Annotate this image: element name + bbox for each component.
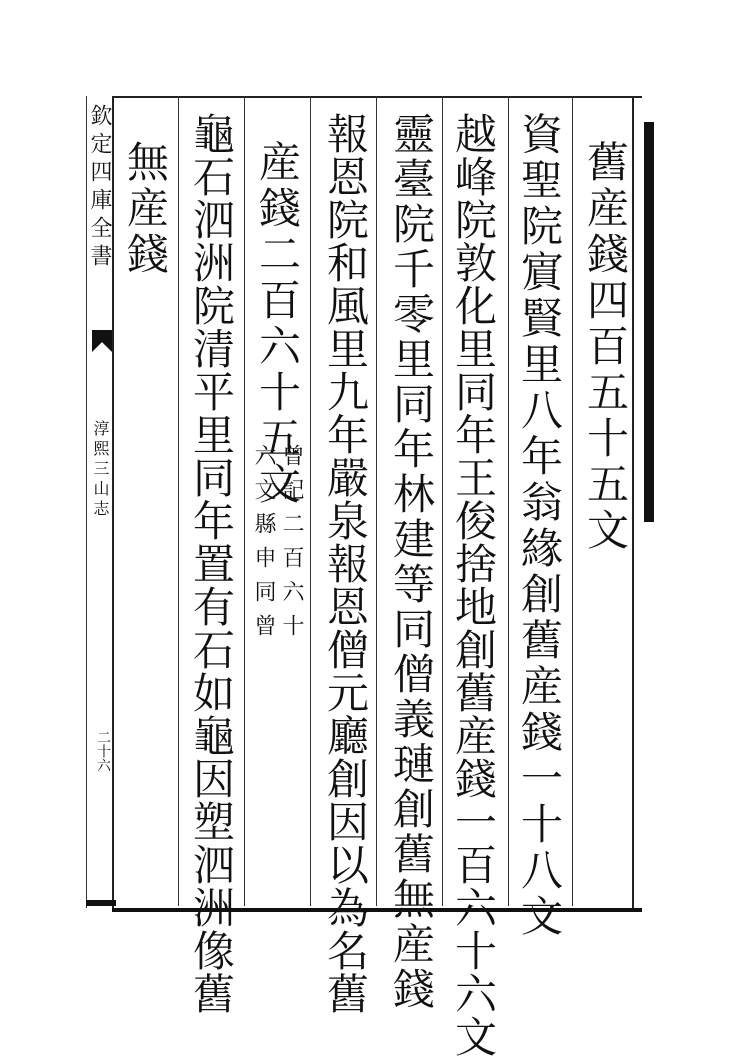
text-column-3: 越峰院敦化里同年王俊捨地創舊産錢一百六十六文 xyxy=(449,112,498,1058)
text-column-5: 報恩院和風里九年嚴泉報恩僧元廳創因以為名舊 xyxy=(321,112,370,1015)
frame-left-border xyxy=(112,96,114,908)
volume-title: 淳熙三山志 xyxy=(91,420,110,520)
text-column-1: 舊産錢四百五十五文 xyxy=(581,140,630,554)
fish-tail-mark xyxy=(92,330,112,352)
text-column-6: 産錢二百六十五文 xyxy=(253,140,302,508)
text-column-2: 資聖院賔賢里八年翁緣創舊産錢一十八文 xyxy=(515,112,564,940)
text-column-8: 無産錢 xyxy=(121,140,170,278)
book-title: 欽定四庫全書 xyxy=(87,104,112,272)
frame-right-thick-bar xyxy=(644,122,654,522)
text-column-7: 龜石泗洲院清平里同年置有石如龜因塑泗洲像舊 xyxy=(187,112,236,1015)
column-rule xyxy=(376,96,377,906)
column-rule xyxy=(178,96,179,906)
page-number: 二十六 xyxy=(95,730,111,772)
column-rule xyxy=(508,96,509,906)
frame-right-border xyxy=(632,96,634,908)
column-rule xyxy=(442,96,443,906)
column-rule xyxy=(310,96,311,906)
column-rule xyxy=(572,96,573,906)
column-rule xyxy=(244,96,245,906)
text-column-4: 靈臺院千零里同年林建等同僧義璉創舊無産錢 xyxy=(387,112,436,1012)
bottom-bar-mark xyxy=(86,900,116,906)
annotation-left: 六文縣申同曾 xyxy=(251,444,276,648)
annotation-right: 曾記二百六十 xyxy=(279,444,304,648)
